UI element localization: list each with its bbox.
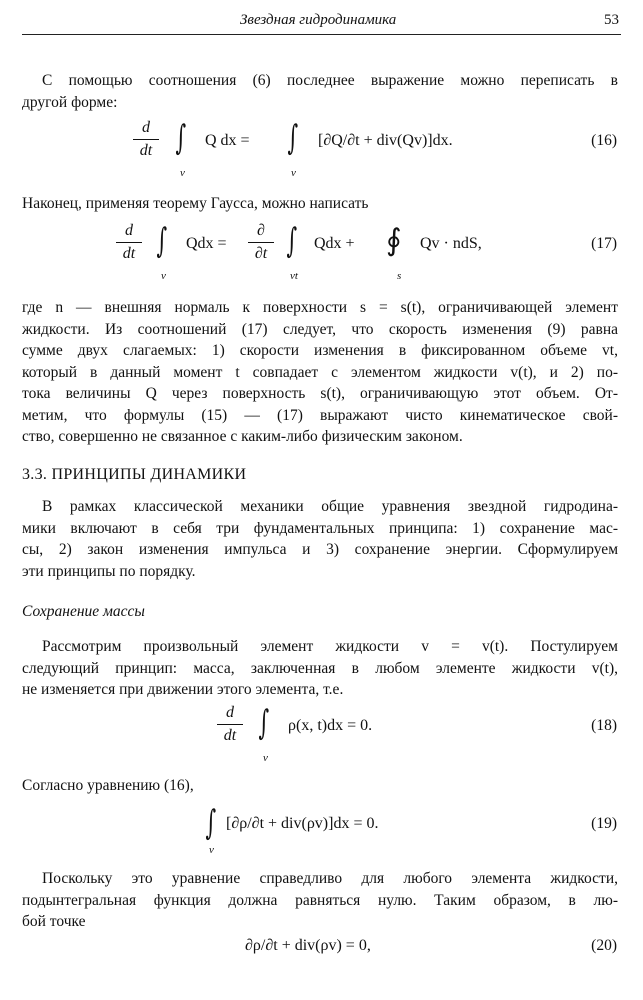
text-line: сы, 2) закон изменения импульса и 3) сохранение энергии. Сформулируем [22, 541, 618, 558]
fraction-partial-dt [248, 222, 274, 263]
paragraph-2 [22, 193, 618, 215]
fraction-denominator: dt [223, 727, 237, 744]
fraction-bar [133, 139, 159, 140]
integral-limit: v [180, 167, 185, 179]
paragraph-5 [22, 636, 618, 701]
integral-limit: s [397, 270, 402, 282]
equation-16 [0, 115, 643, 185]
paragraph-7 [22, 868, 618, 933]
equation-number: (20) [591, 937, 617, 954]
text-line: Поскольку это уравнение справедливо для любого элемента жидкости, [42, 870, 618, 887]
equation-number: (17) [591, 235, 617, 252]
contour-integral-sign: ∮ [386, 223, 402, 258]
fraction-numerator: d [125, 222, 133, 239]
integrand: ρ(x, t)dx = 0. [288, 717, 373, 734]
fraction-denominator: dt [139, 142, 153, 159]
integral-limit: v [263, 752, 268, 764]
fraction-numerator: d [142, 119, 150, 136]
fraction-denominator: dt [122, 245, 136, 262]
equation-expression: ∂ρ/∂t + div(ρv) = 0, [245, 937, 371, 954]
equation-20 [0, 935, 643, 965]
text-line: В рамках классической механики общие уравнения звездной гидродина- [42, 498, 618, 515]
fraction-d-dt [133, 119, 159, 160]
text-line: бой точке [22, 913, 86, 930]
integral-sign: ∫ [175, 118, 187, 158]
integral-sign: ∫ [287, 118, 299, 158]
integral-sign: ∫ [286, 221, 298, 261]
paragraph-1 [22, 70, 618, 113]
text-line: не изменяется при движении этого элемента, т.е. [22, 681, 344, 698]
equation-number: (18) [591, 717, 617, 734]
integrand: [∂Q/∂t + div(Qv)]dx. [318, 132, 453, 149]
fraction-numerator: ∂ [257, 222, 265, 239]
fraction-denominator: ∂t [254, 245, 268, 262]
equation-number: (19) [591, 815, 617, 832]
fraction-d-dt [217, 704, 243, 745]
equation-19 [0, 803, 643, 858]
integrand: Qv · ndS, [420, 235, 482, 252]
integrand: [∂ρ/∂t + div(ρv)]dx = 0. [226, 815, 379, 832]
integrand: Q dx = [205, 132, 250, 149]
text-line: который в данный момент t совпадает с элементом жидкости v(t), и 2) по- [22, 363, 618, 381]
equation-18 [0, 700, 643, 770]
text-line: сумме двух слагаемых: 1) скорости изменения в фиксированном объеме vt, [22, 342, 618, 359]
integral-sign: ∫ [258, 703, 270, 743]
page-header [22, 10, 621, 35]
page-number: 53 [604, 12, 619, 28]
equation-17 [0, 218, 643, 288]
text-line: Наконец, применяя теорему Гаусса, можно написать [22, 195, 369, 212]
integral-limit: v [209, 844, 214, 856]
text-line: С помощью соотношения (6) последнее выражение можно переписать в [42, 72, 618, 89]
integral-limit: v [291, 167, 296, 179]
fraction-d-dt [116, 222, 142, 263]
fraction-bar [217, 724, 243, 725]
running-title: Звездная гидродинамика [240, 12, 397, 28]
text-line: Рассмотрим произвольный элемент жидкости v = v(t). Постулируем [42, 638, 618, 655]
integral-sign: ∫ [156, 221, 168, 261]
text-line: метим, что формулы (15) — (17) выражают чисто кинематическое свой- [22, 406, 618, 424]
text-line: Согласно уравнению (16), [22, 777, 194, 794]
section-title: 3.3. ПРИНЦИПЫ ДИНАМИКИ [22, 466, 247, 483]
text-line: эти принципы по порядку. [22, 562, 196, 580]
integrand: Qdx + [314, 235, 355, 252]
text-line: где n — внешняя нормаль к поверхности s = s(t), ограничивающей элемент [22, 299, 618, 316]
paragraph-4 [22, 496, 618, 582]
paragraph-3 [22, 297, 618, 448]
text-line: тока величины Q через поверхность s(t), ограничивающую этот объем. От- [22, 385, 618, 402]
equation-number: (16) [591, 132, 617, 149]
fraction-numerator: d [226, 704, 234, 721]
integral-limit: v [161, 270, 166, 282]
integral-limit: vt [290, 270, 298, 282]
subsection-title: Сохранение массы [22, 603, 145, 620]
text-line: жидкости. Из соотношений (17) следует, что скорость изменения (9) равна [22, 320, 618, 338]
text-line: ство, совершенно не связанное с каким-либо физическим законом. [22, 428, 463, 445]
text-line: подынтегральная функция должна равняться нулю. Таким образом, в лю- [22, 891, 618, 909]
integrand: Qdx = [186, 235, 227, 252]
text-line: мики включают в себя три фундаментальных принципа: 1) сохранение мас- [22, 519, 618, 537]
fraction-bar [248, 242, 274, 243]
text-line: следующий принцип: масса, заключенная в любом элементе жидкости v(t), [22, 659, 618, 677]
fraction-bar [116, 242, 142, 243]
text-line: другой форме: [22, 93, 118, 111]
paragraph-6 [22, 775, 618, 797]
integral-sign: ∫ [205, 803, 217, 843]
